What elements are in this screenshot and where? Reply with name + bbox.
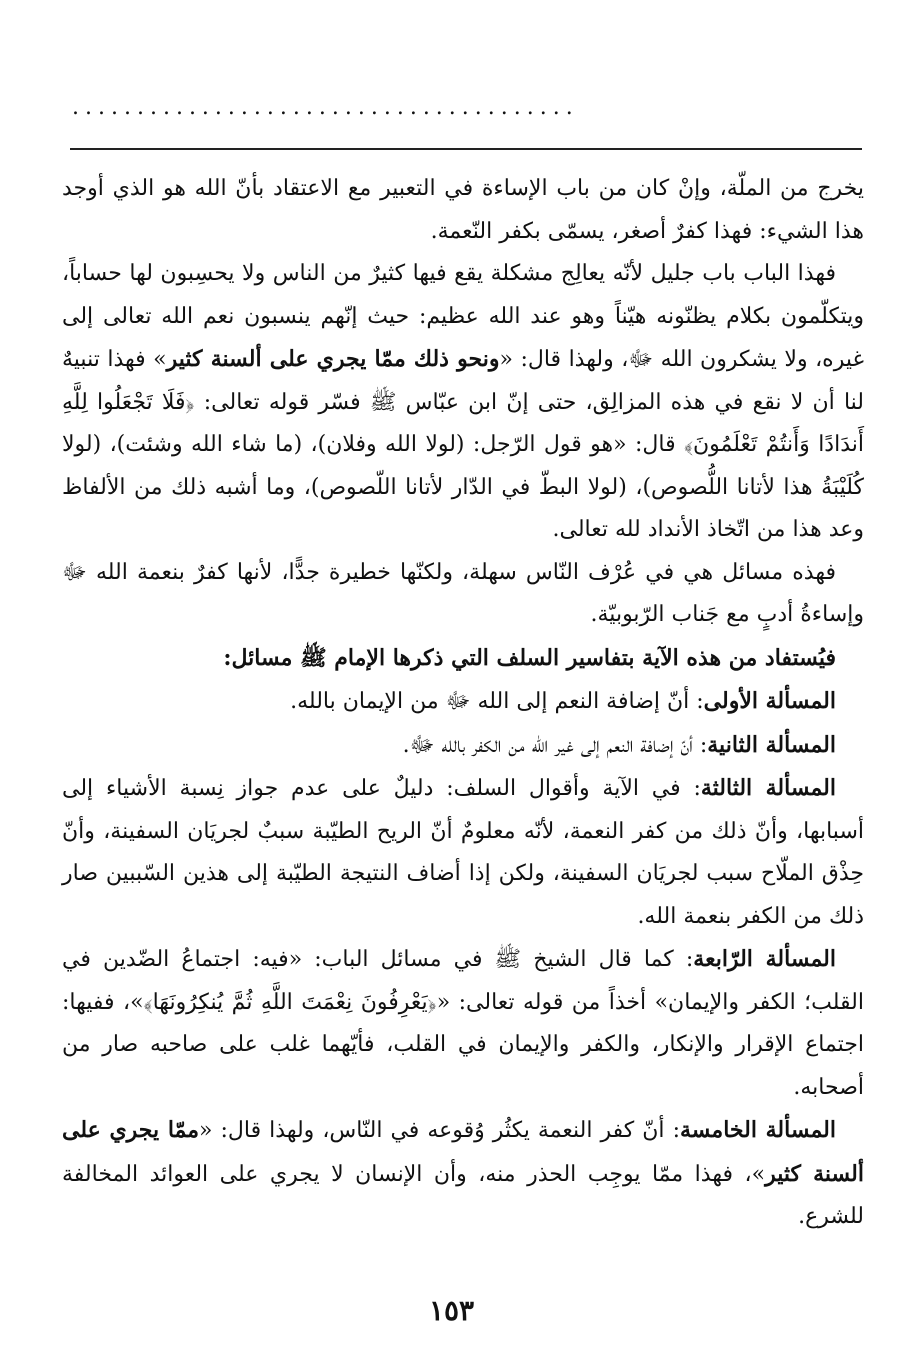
text-segment: فهذا الباب باب جليل لأنّه يعالِج مشكلة يقع فيها كثيرٌ من الناس ولا يحسِبون لها حساباً، ويتكلّمون بكلام يظنّونه هيّناً وهو عند الله عظيم: حيث إنّهم ينسبون نعم الله تعالى إلى غيره، ولا يشكرون الله ﷻ، ولهذا قال: « <box>62 261 864 372</box>
bold-text-segment: المسألة الثالثة <box>700 775 836 801</box>
bold-text-segment: المسألة الثانية <box>707 731 836 758</box>
header-rule <box>70 148 862 150</box>
paragraph <box>62 552 864 637</box>
bold-text-segment: المسألة الخامسة <box>680 1117 836 1143</box>
paragraph <box>62 767 864 938</box>
paragraph <box>62 253 864 552</box>
paragraph <box>62 637 864 681</box>
bold-text-segment: المسألة الأولى <box>703 688 836 714</box>
paragraph <box>62 1109 864 1239</box>
text-segment: : أنّ إضافة النعم إلى غير الله من الكفر بالله ﷻ. <box>402 732 708 758</box>
page-number: ١٥٣ <box>428 1294 475 1327</box>
text-segment: فهذه مسائل هي في عُرْف النّاس سهلة، ولكنّها خطيرة جدًّا، لأنها كفرٌ بنعمة الله ﷻ وإساءةُ أدبٍ مع جَناب الرّبوبيّة. <box>62 559 864 627</box>
text-segment: »، فهذا ممّا يوجِب الحذر منه، وأن الإنسان لا يجري على العوائد المخالفة للشرع. <box>62 1161 864 1229</box>
header-dotted-line: ....................................... <box>72 96 579 120</box>
text-segment: يخرج من الملّة، وإنْ كان من باب الإساءة في التعبير مع الاعتقاد بأنّ الله هو الذي أوجد هذا الشيء: فهذا كفرٌ أصغر، يسمّى بكفر النّعمة. <box>62 176 864 244</box>
bold-text-segment: ممّا يجري على ألسنة كثير <box>62 1117 864 1187</box>
paragraph <box>62 168 864 253</box>
text-segment: : في الآية وأقوال السلف: دليلٌ على عدم جواز نِسبة الأشياء إلى أسبابها، وأنّ ذلك من كفر النعمة، لأنّه معلومٌ أنّ الريح الطيّبة سببٌ لجريَان السفينة، وأنّ حِذْق الملّاح سبب لجريَان السفينة، ولكن إذا أضاف النتيجة الطيّبة إلى هذين السّببين صار ذلك من الكفر بنعمة الله. <box>62 776 864 929</box>
text-segment: : أنّ إضافة النعم إلى الله ﷻ من الإيمان بالله. <box>290 689 704 714</box>
paragraph <box>62 938 864 1109</box>
bold-text-segment: فيُستفاد من هذه الآية بتفاسير السلف التي ذكرها الإمام ﷺ مسائل: <box>223 644 836 671</box>
bold-text-segment: ونحو ذلك ممّا يجري على ألسنة كثير <box>166 346 500 372</box>
page-body <box>62 168 864 1239</box>
paragraph <box>62 724 864 768</box>
text-segment: : كما قال الشيخ ﷺ في مسائل الباب: «فيه: اجتماعُ الضّدين في القلب؛ الكفر والإيمان» أخذاً من قوله تعالى: «﴿يَعْرِفُونَ نِعْمَتَ اللَّهِ ثُمَّ يُنكِرُونَهَا﴾»، ففيها: اجتماع الإقرار والإنكار، والكفر والإيمان في القلب، فأيّهما غلب على صاحبه صار من أصحابه. <box>62 947 864 1100</box>
paragraph <box>62 680 864 724</box>
bold-text-segment: المسألة الرّابعة <box>693 946 836 972</box>
text-segment: : أنّ كفر النعمة يكثُر وُقوعه في النّاس، ولهذا قال: « <box>199 1118 680 1143</box>
text-segment: » فهذا تنبيهٌ لنا أن لا نقع في هذه المزالِق، حتى إنّ ابن عبّاس ﷺ فسّر قوله تعالى: ﴿فَلَا تَجْعَلُوا لِلَّهِ أَندَادًا وَأَنتُمْ تَعْلَمُونَ﴾ قال: «هو قول الرّجل: (لولا الله وفلان)، (ما شاء الله وشئت)، (لولا كُلَيْبَةُ هذا لأتانا اللُّصوص)، (لولا البطّ في الدّار لأتانا اللّصوص)، وما أشبه ذلك من الألفاظ وعد هذا من اتّخاذ الأنداد لله تعالى. <box>62 347 864 542</box>
